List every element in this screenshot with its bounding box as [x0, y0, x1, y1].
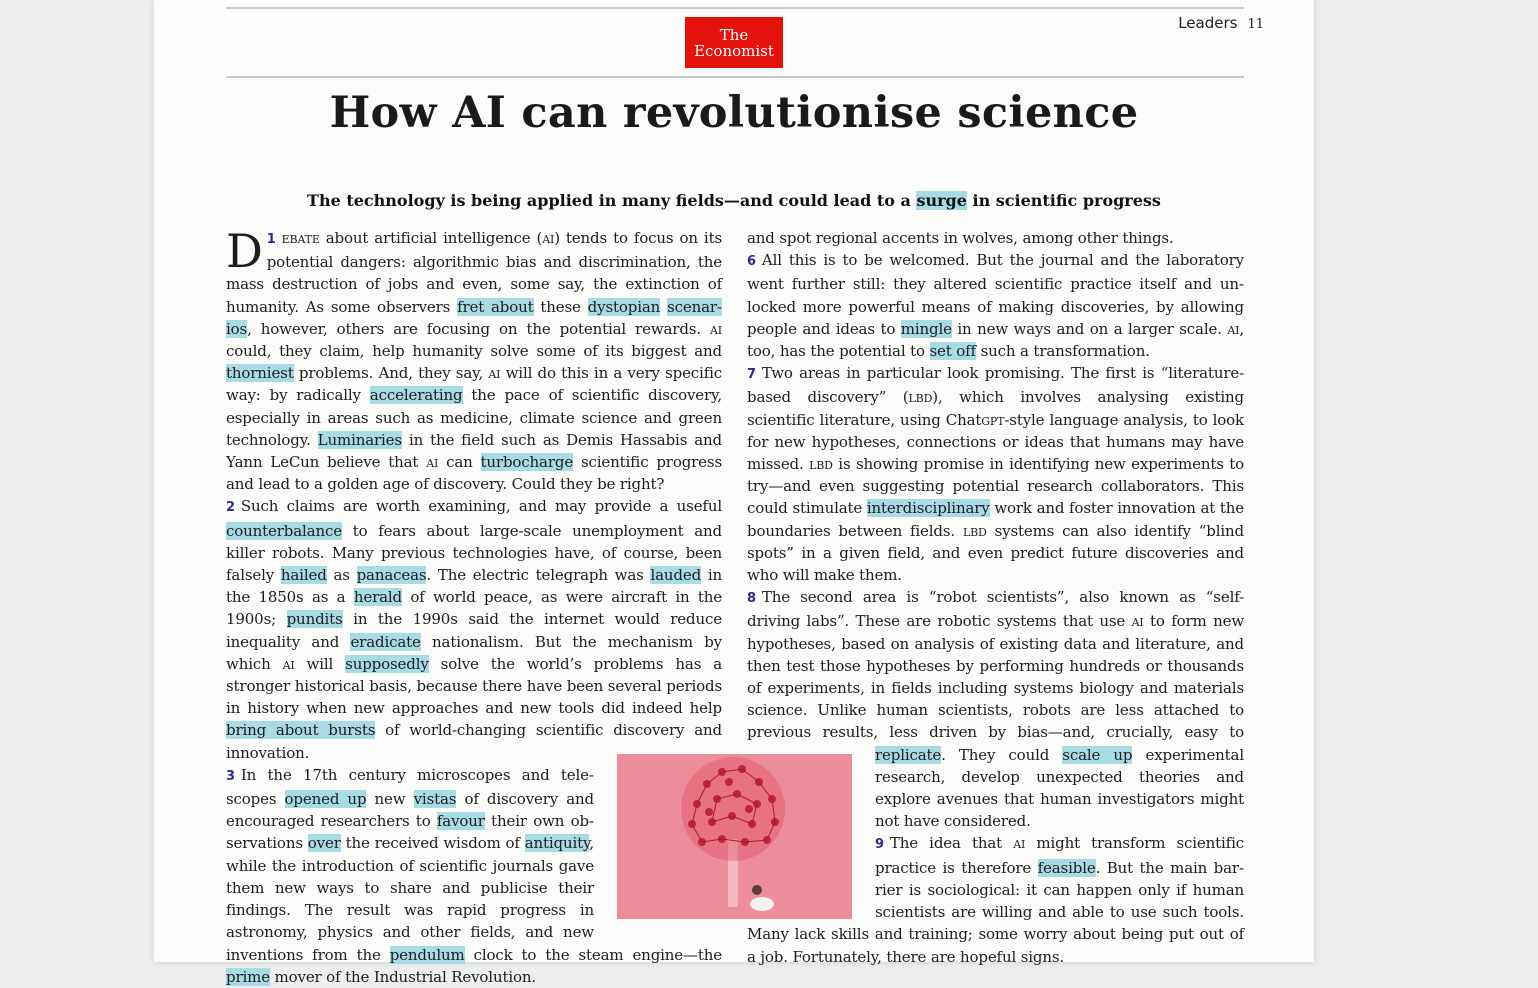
top-rule	[226, 7, 1244, 9]
article-page	[154, 0, 1314, 986]
para-number-1: 1	[266, 232, 276, 247]
article-column-left	[226, 224, 723, 988]
para-number-7: 7	[747, 367, 756, 383]
article-rubric: The technology is being applied in many fields—and could lead to a surge in scientific progress	[307, 191, 1161, 210]
header-rule	[226, 76, 1244, 78]
section-name: Leaders	[1178, 14, 1238, 32]
economist-logo	[685, 17, 783, 68]
paragraph-8: 8 The second area is “robot scientists”, also known as “self-driving labs”. These are robotic systems that use ai to form new hypotheses, based on analysis of existing data and literature, and then test those hypotheses by performing hundreds or thousands of experiments, in fields including systems biology and materials science. Unlike human scientists, robots are less attached to previous results, less driven by bias—and, crucially, easy to replicate. They could scale up experimental research, develop unexpected theories and explore avenues that human investigators might not have considered.	[747, 588, 1245, 831]
highlight: surge	[916, 191, 967, 210]
drop-cap: D	[226, 224, 263, 278]
paragraph-6: 6 All this is to be welcomed. But the journal and the laboratory went further still: they altered scientific practice itself and unlocked more powerful means of making discoveries, by allowing people and ideas to mingle in new ways and on a larger scale. ai, too, has the potential to set off such a transformation.	[747, 251, 1245, 361]
paragraph-1: 1 D ebate about artificial intelligence (ai) tends to focus on its potential dangers: algorithmic bias and discrimination, the mass destruction of jobs and even, some say, the extinction of humanity. As some observers fret about these dystopian scenarios, however, others are focusing on the potential rewards. ai could, they claim, help humanity solve some of its biggest and thorniest problems. And, they say, ai will do this in a very specific way: by radically accelerating the pace of scientific discovery, especially in areas such as medicine, climate science and green technology. Luminaries in the field such as Demis Hassabis and Yann LeCun believe that ai can turbocharge scientific progress and lead to a golden age of discovery. Could they be right?	[226, 224, 722, 494]
paragraph-continued: and spot regional accents in wolves, among other things.	[747, 229, 1174, 247]
article-title: How AI can revolutionise science	[329, 88, 1139, 138]
paragraph-2: 2 Such claims are worth examining, and may provide a useful counterbalance to fears about large-scale unemployment and killer robots. Many previous technologies have, of course, been falsely hailed as panaceas. The electric telegraph was lauded in the 1850s as a herald of world peace, as were aircraft in the 1900s; pundits in the 1990s said the internet would reduce inequality and eradicate nationalism. But the mechanism by which ai will supposedly solve the world’s problems has a stronger historical basis, because there have been several periods in history when new approaches and new tools did indeed help bring about bursts of world-changing scientific discovery and innovation.	[226, 497, 723, 762]
logo-line2: Economist	[694, 41, 774, 60]
paragraph-9: 9 The idea that ai might transform scientific practice is therefore feasible. But the main barrier is sociological: it can happen only if human scientists are willing and able to use such tools. Many lack skills and training; some worry about being put out of a job. Fortunately, there are hopeful signs.	[747, 834, 1244, 966]
logo-line1: The	[719, 25, 749, 44]
paragraph-7: 7 Two areas in particular look promising. The first is “literature-based discovery” (lbd), which involves analysing existing scientific literature, using Chatgpt-style language analysis, to look for new hypotheses, connections or ideas that humans may have missed. lbd is showing promise in identifying new experiments to try—and even suggesting potential research collaborators. This could stimulate interdisciplinary work and foster innovation at the boundaries between fields. lbd systems can also identify “blind spots” in a given field, and even predict future discoveries and who will make them.	[747, 364, 1244, 585]
article-column-right	[747, 227, 1244, 968]
paragraph-3: 3 In the 17th century microscopes and telescopes opened up new vistas of discovery and encouraged researchers to favour their own observations over the received wisdom of antiquity, while the introduction of scientific journals gave them new ways to share and publicise their findings. The result was rapid progress in astronomy, physics and other fields, and new inventions from the pendulum clock to the steam engine—the prime mover of the Industrial Revolution.	[226, 765, 722, 986]
para-number-6: 6	[747, 254, 756, 270]
section-label	[1178, 14, 1264, 32]
para-number-8: 8	[747, 591, 756, 607]
page-number: 11	[1247, 17, 1264, 32]
para-number-3: 3	[226, 768, 235, 784]
para-number-2: 2	[226, 500, 235, 516]
para-number-9: 9	[875, 837, 884, 853]
